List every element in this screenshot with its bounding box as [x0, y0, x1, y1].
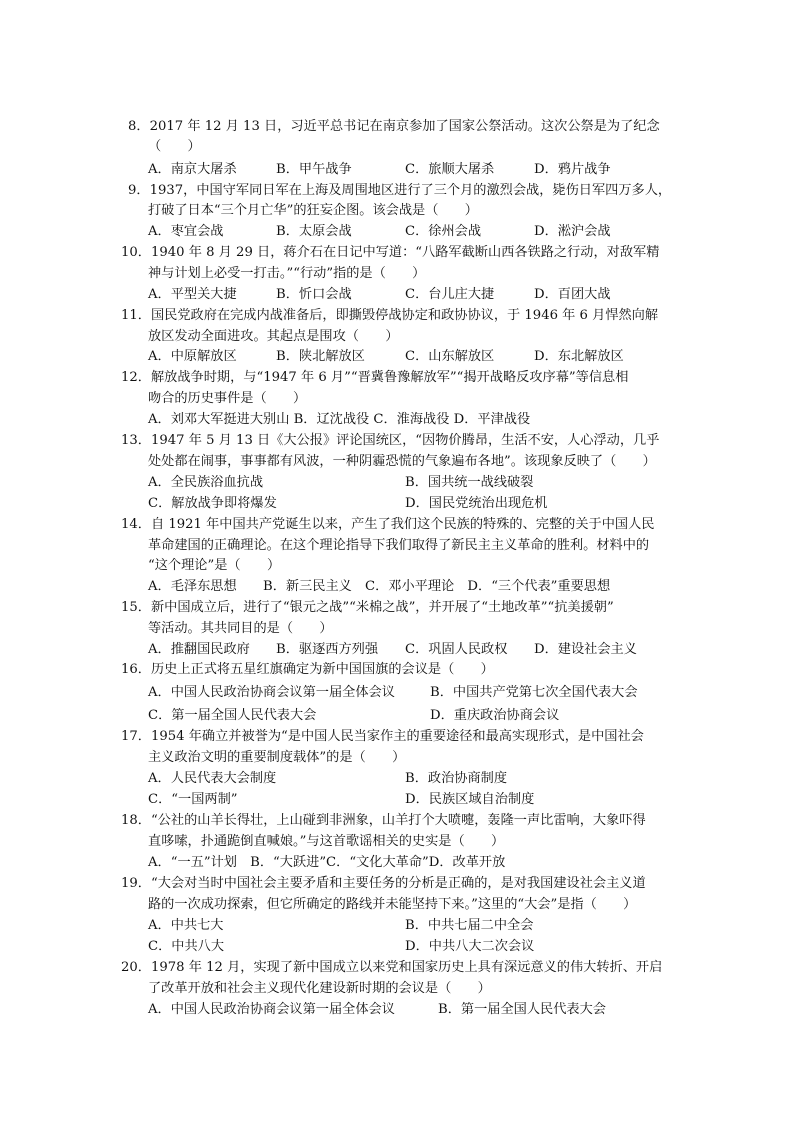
question-stem: 9．1937，中国守军同日军在上海及周围地区进行了三个月的激烈会战，毙伤日军四万多人， — [128, 183, 672, 198]
options-inline: A．刘邓大军挺进大别山 B．辽沈战役 C．淮海战役 D．平津战役 — [148, 412, 531, 427]
option-b: B．第一届全国人民代表大会 — [438, 1002, 606, 1017]
question-stem: 15．新中国成立后，进行了“银元之战”“米棉之战”，并开展了“土地改革”“抗美援朝” — [121, 600, 614, 615]
question-stem: 了改革开放和社会主义现代化建设新时期的会议是（ ） — [148, 981, 491, 996]
question-stem: 神与计划上必受一打击。”“行动”指的是（ ） — [148, 266, 426, 281]
option-c: C．台儿庄大捷 — [405, 287, 495, 302]
option-b: B．驱逐西方列强 — [276, 642, 379, 657]
question-stem: 处处都在闹事，事事都有风波，一种阴霾恐慌的气象遍布各地”。该现象反映了（ ） — [148, 454, 656, 469]
option-a: A．中原解放区 — [148, 349, 237, 364]
option-c: C．“一国两制” — [148, 792, 238, 807]
option-d: D．东北解放区 — [534, 349, 624, 364]
option-d: D．中共八大二次会议 — [405, 939, 535, 954]
option-c: C．旅顺大屠杀 — [405, 162, 495, 177]
option-d: D．鸦片战争 — [534, 162, 611, 177]
option-c: C．山东解放区 — [405, 349, 495, 364]
option-d: D．民族区域自治制度 — [405, 792, 535, 807]
option-b: B．陕北解放区 — [276, 349, 365, 364]
option-a: A．南京大屠杀 — [148, 162, 237, 177]
options-inline: A．毛泽东思想 B．新三民主义 C．邓小平理论 D．“三个代表”重要思想 — [148, 579, 611, 594]
option-b: B．中国共产党第七次全国代表大会 — [430, 685, 638, 700]
question-stem: “这个理论”是（ ） — [148, 558, 281, 573]
option-c: C．巩固人民政权 — [405, 642, 508, 657]
option-c: C．中共八大 — [148, 939, 225, 954]
option-d: D．建设社会主义 — [534, 642, 637, 657]
option-b: B．中共七届二中全会 — [405, 918, 534, 933]
option-a: A．全民族浴血抗战 — [148, 475, 264, 490]
option-a: A．推翻国民政府 — [148, 642, 250, 657]
option-b: B．忻口会战 — [276, 287, 352, 302]
question-stem: 革命建国的正确理论。在这个理论指导下我们取得了新民主主义革命的胜利。材料中的 — [148, 538, 650, 553]
options-inline: A．“一五”计划 B．“大跃进”C．“文化大革命”D．改革开放 — [148, 855, 506, 870]
option-a: A．中国人民政治协商会议第一届全体会议 — [148, 1002, 395, 1017]
question-stem: 路的一次成功探索，但它所确定的路线并未能坚持下来。”这里的“大会”是指（ ） — [148, 897, 637, 912]
option-b: B．甲午战争 — [276, 162, 352, 177]
option-a: A．中国人民政治协商会议第一届全体会议 — [148, 685, 395, 700]
question-stem: 20．1978 年 12 月，实现了新中国成立以来党和国家历史上具有深远意义的伟大转折、开启 — [121, 960, 663, 975]
option-d: D．淞沪会战 — [534, 224, 611, 239]
option-c: C．徐州会战 — [405, 224, 482, 239]
option-b: B．太原会战 — [276, 224, 352, 239]
option-c: C．解放战争即将爆发 — [148, 496, 277, 511]
question-stem: 主义政治文明的重要制度载体”的是（ ） — [148, 750, 406, 765]
question-stem: 17．1954 年确立并被誉为“是中国人民当家作主的重要途径和最高实现形式，是中国社会 — [121, 729, 644, 744]
question-stem: 11．国民党政府在完成内战准备后，即撕毁停战协定和政协协议，于 1946 年 6 月悍然向解 — [121, 308, 659, 323]
option-a: A．平型关大捷 — [148, 287, 237, 302]
option-d: D．百团大战 — [534, 287, 611, 302]
question-stem: 14．自 1921 年中国共产党诞生以来，产生了我们这个民族的特殊的、完整的关于中国人民 — [121, 517, 655, 532]
question-stem: （ ） — [148, 139, 201, 154]
option-d: D．国民党统治出现危机 — [405, 496, 548, 511]
option-a: A．人民代表大会制度 — [148, 771, 277, 786]
option-b: B．国共统一战线破裂 — [405, 475, 534, 490]
question-stem: 打破了日本“三个月亡华”的狂妄企图。该会战是（ ） — [148, 203, 478, 218]
option-a: A．枣宜会战 — [148, 224, 224, 239]
question-stem: 12．解放战争时期，与“1947 年 6 月”“晋冀鲁豫解放军”“揭开战略反攻序幕”等信息相 — [121, 370, 629, 385]
question-stem: 16．历史上正式将五星红旗确定为新中国国旗的会议是（ ） — [121, 662, 494, 677]
option-a: A．中共七大 — [148, 918, 224, 933]
question-stem: 13．1947 年 5 月 13 日《大公报》评论国统区，“因物价腾昂，生活不安，人心浮动，几乎 — [121, 433, 660, 448]
option-c: C．第一届全国人民代表大会 — [148, 708, 317, 723]
question-stem: 18．“公社的山羊长得壮，上山碰到非洲象，山羊打个大喷嚏，轰隆一声比雷响，大象吓得 — [121, 813, 646, 828]
question-stem: 放区发动全面进攻。其起点是围攻（ ） — [148, 329, 399, 344]
option-b: B．政治协商制度 — [405, 771, 508, 786]
question-stem: 直哆嗦，扑通跪倒直喊娘。”与这首歌谣相关的史实是（ ） — [148, 834, 505, 849]
question-stem: 19．“大会对当时中国社会主要矛盾和主要任务的分析是正确的，是对我国建设社会主义道 — [121, 876, 646, 891]
option-d: D．重庆政治协商会议 — [430, 708, 560, 723]
question-stem: 等活动。其共同目的是（ ） — [148, 621, 333, 636]
question-stem: 吻合的历史事件是（ ） — [148, 391, 307, 406]
question-stem: 8．2017 年 12 月 13 日，习近平总书记在南京参加了国家公祭活动。这次公祭是为了纪念 — [128, 119, 660, 134]
question-stem: 10．1940 年 8 月 29 日，蒋介石在日记中写道：“八路军截断山西各铁路之行动，对敌军精 — [121, 245, 660, 260]
